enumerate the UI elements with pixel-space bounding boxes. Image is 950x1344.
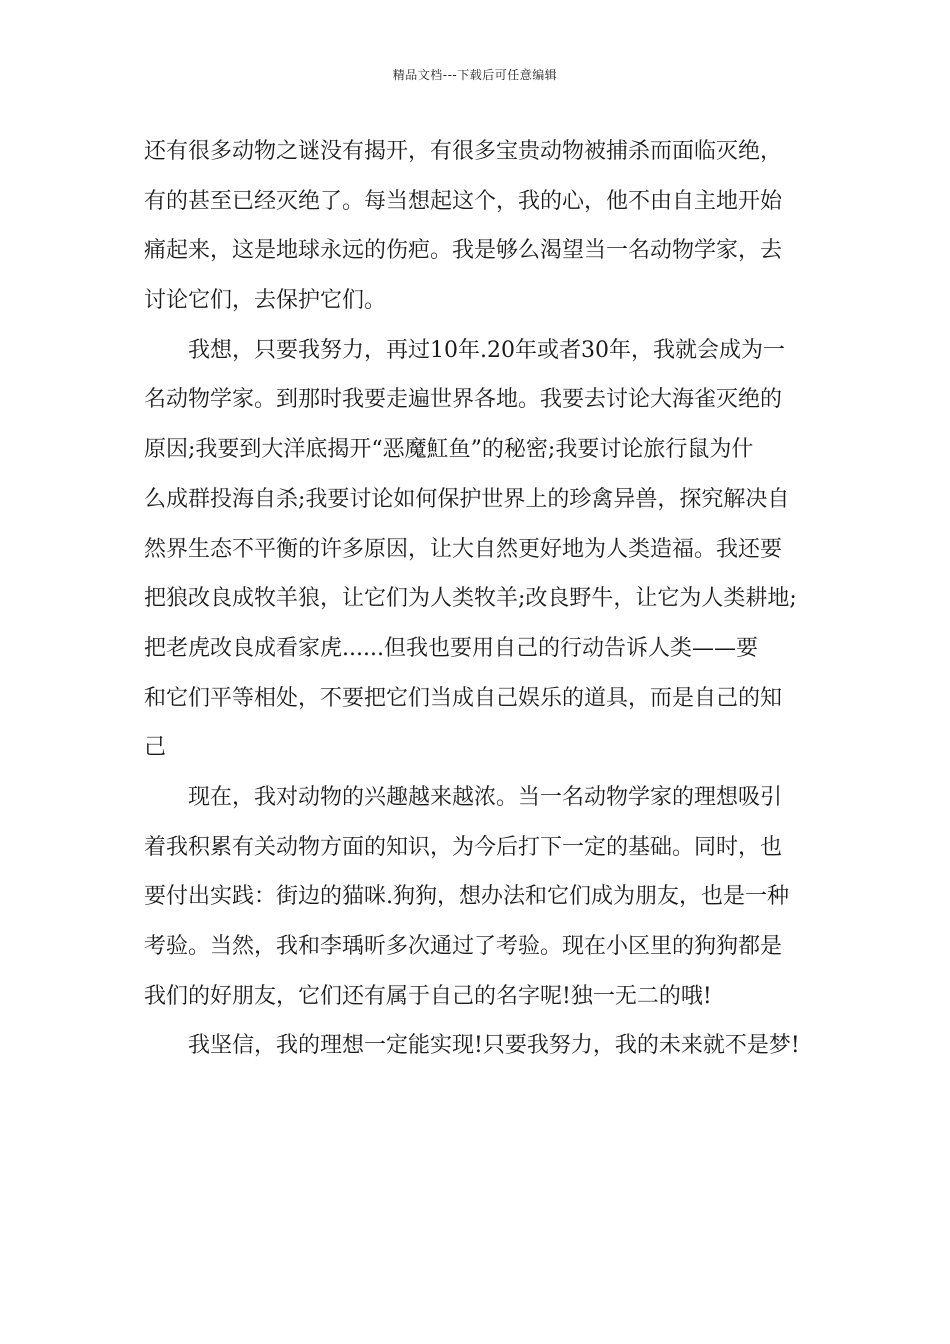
text-line: 考验。当然，我和李瑀昕多次通过了考验。现在小区里的狗狗都是: [144, 934, 783, 959]
paragraph-first-line: 我坚信，我的理想一定能实现!只要我努力，我的未来就不是梦!: [188, 1033, 800, 1059]
text-line: 要付出实践：街边的猫咪.狗狗，想办法和它们成为朋友，也是一种: [144, 884, 789, 910]
text-line: 有的甚至已经灭绝了。每当想起这个，我的心，他不由自主地开始: [144, 188, 783, 214]
text-line: 痛起来，这是地球永远的伤疤。我是够么渴望当一名动物学家，去: [144, 238, 783, 264]
text-line: 把狼改良成牧羊狼，让它们为人类牧羊;改良野牛，让它为人类耕地;: [144, 586, 797, 612]
text-line: 着我积累有关动物方面的知识，为今后打下一定的基础。同时，也: [144, 834, 783, 860]
page-header: 精品文档---下载后可任意编辑: [392, 68, 558, 82]
paragraph-first-line: 现在，我对动物的兴趣越来越浓。当一名动物学家的理想吸引: [188, 784, 783, 810]
text-line: 讨论它们，去保护它们。: [144, 288, 387, 314]
text-line: 么成群投海自杀;我要讨论如何保护世界上的珍禽异兽，探究解决自: [144, 486, 790, 512]
document-body: [144, 127, 814, 1071]
text-line: 把老虎改良成看家虎......但我也要用自己的行动告诉人类——要: [144, 635, 758, 661]
text-line: 名动物学家。到那时我要走遍世界各地。我要去讨论大海雀灭绝的: [144, 387, 783, 413]
text-line: 还有很多动物之谜没有揭开，有很多宝贵动物被捕杀而面临灭绝，: [144, 139, 783, 164]
text-line: 然界生态不平衡的许多原因，让大自然更好地为人类造福。我还要: [144, 536, 783, 562]
text-line: 我们的好朋友，它们还有属于自己的名字呢!独一无二的哦!: [144, 983, 712, 1009]
text-line: 己: [144, 735, 167, 761]
text-line: 原因;我要到大洋底揭开“恶魔魟鱼”的秘密;我要讨论旅行鼠为什: [144, 437, 754, 463]
text-line: 和它们平等相处，不要把它们当成自己娱乐的道具，而是自己的知: [144, 685, 783, 711]
paragraph-first-line: 我想，只要我努力，再过10年.20年或者30年，我就会成为一: [188, 337, 785, 363]
